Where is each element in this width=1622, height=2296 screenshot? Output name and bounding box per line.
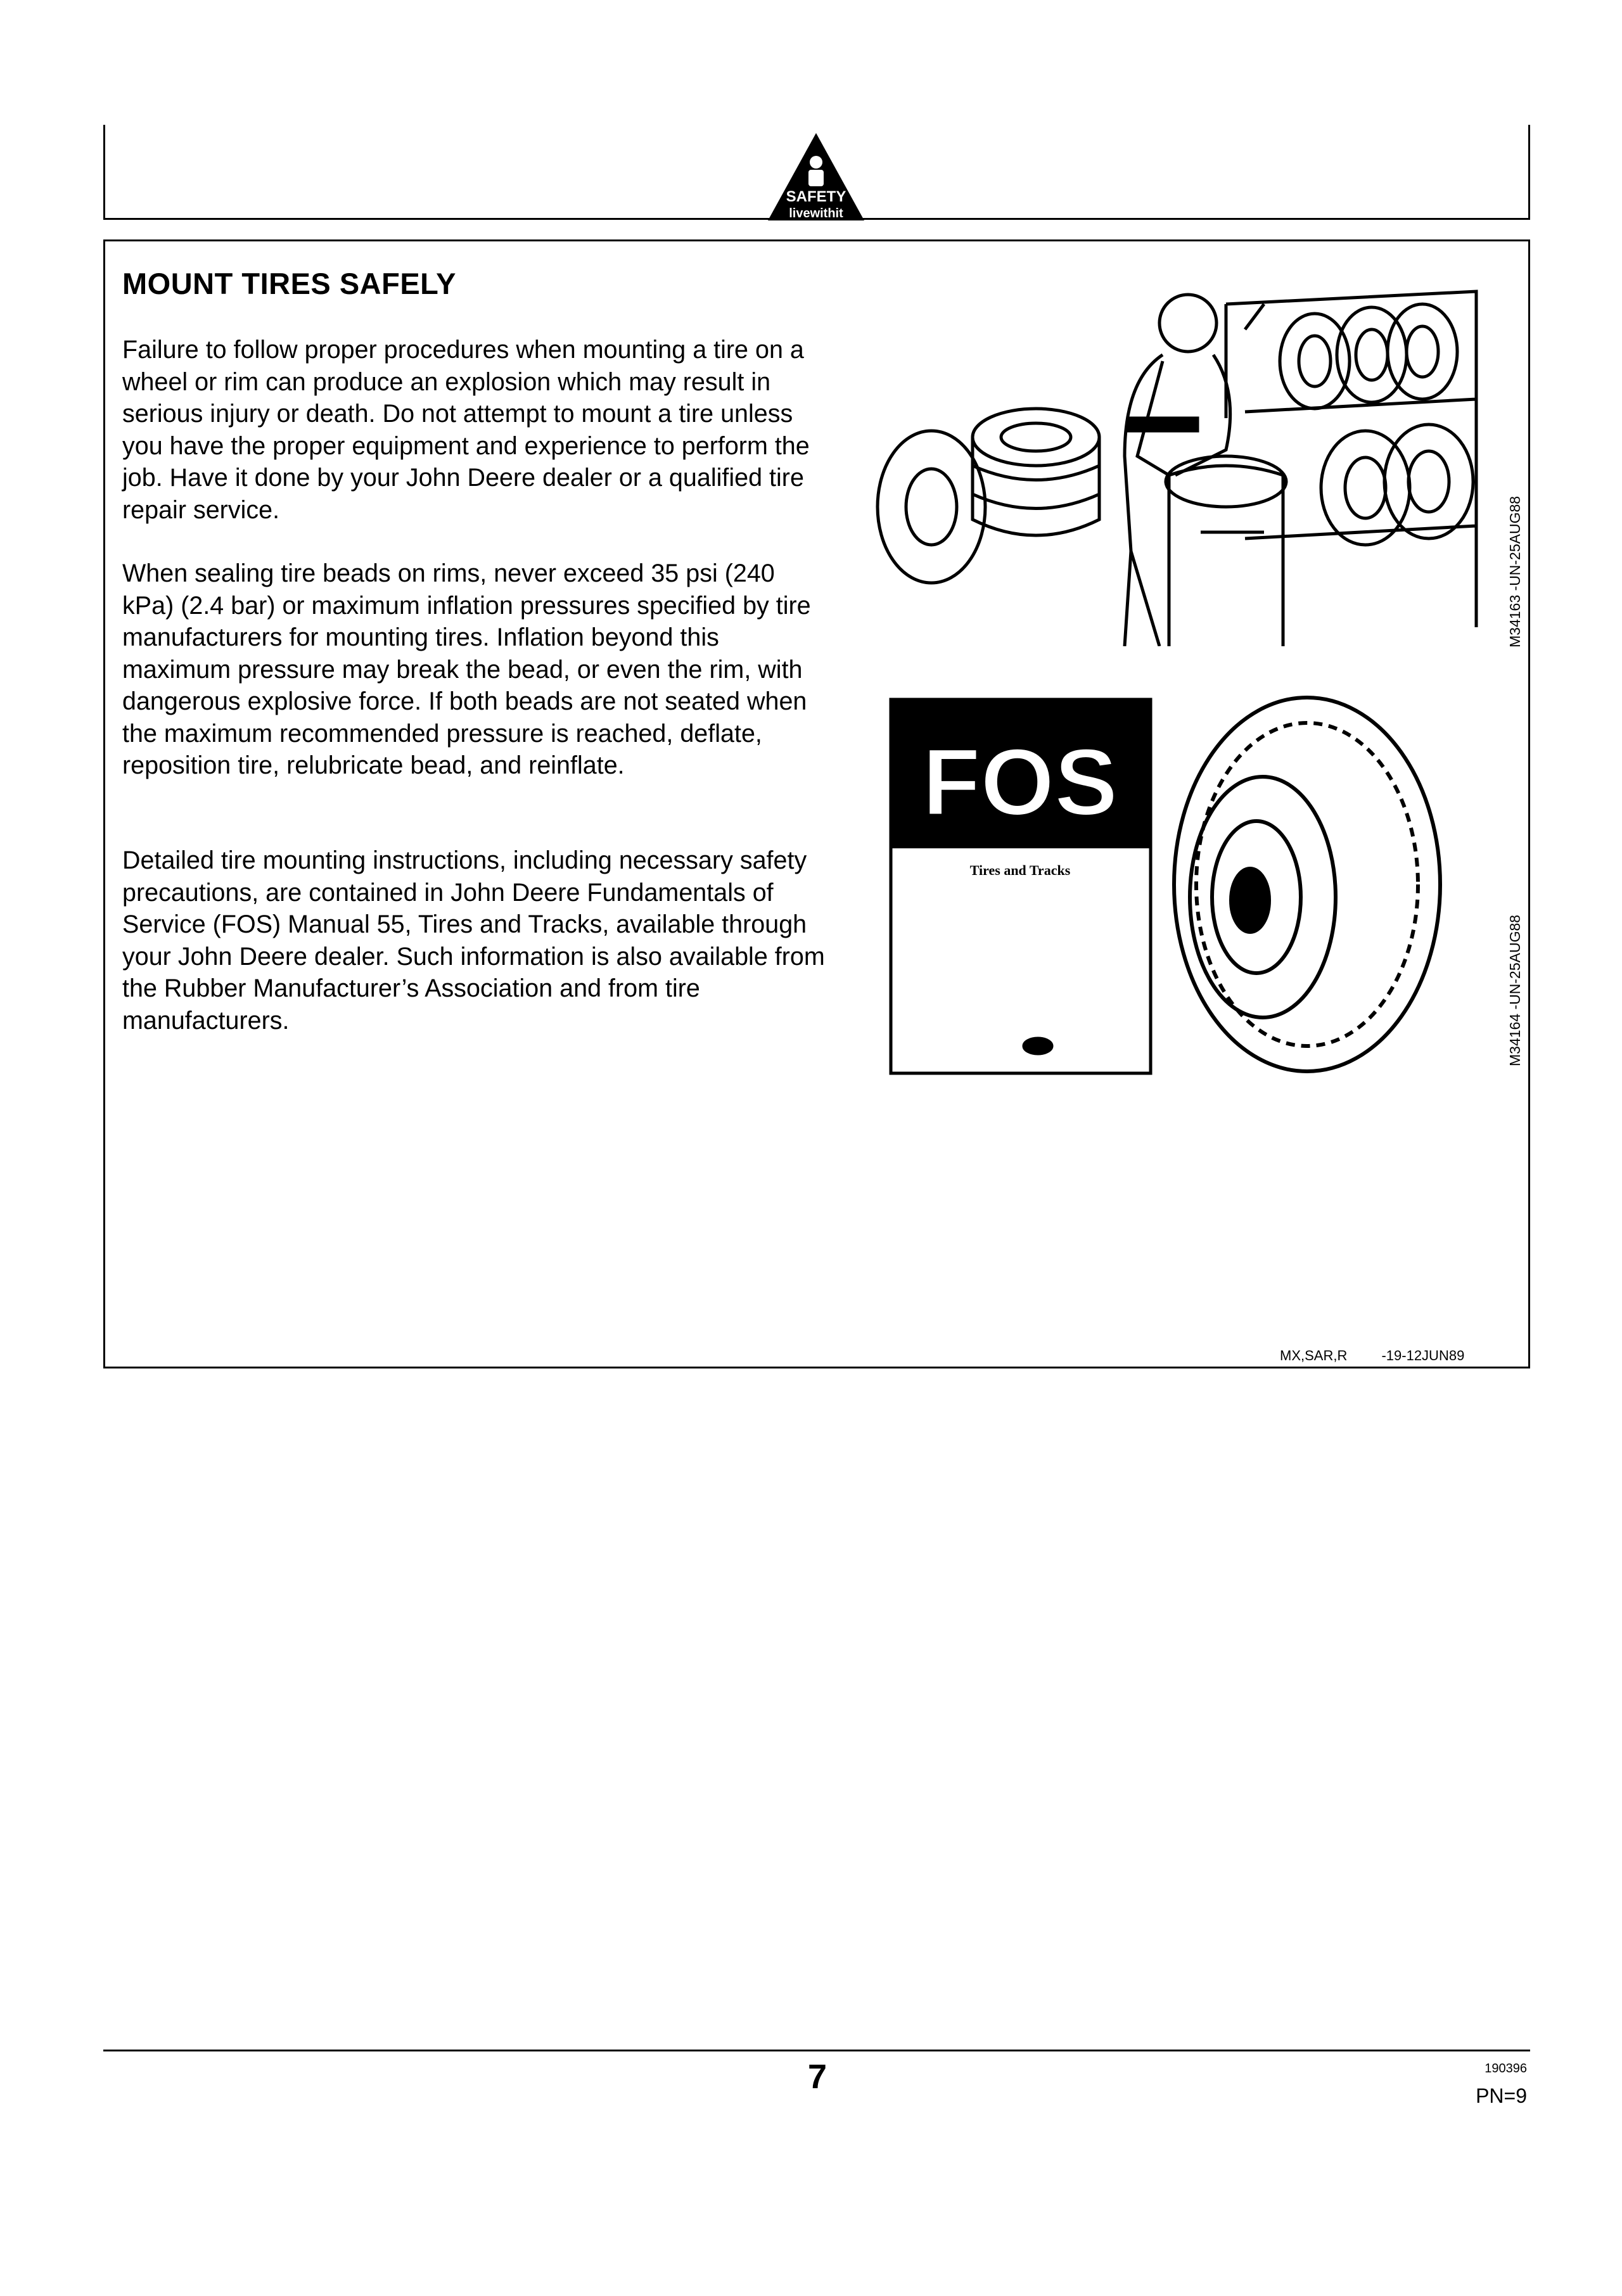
safety-motto: livewithit bbox=[789, 207, 843, 220]
footer-pn: PN=9 bbox=[1476, 2084, 1527, 2107]
safety-label: SAFETY bbox=[786, 188, 846, 205]
footer-rule bbox=[103, 2050, 1530, 2051]
safety-alert-icon bbox=[767, 132, 865, 222]
illustration-code-2: M34164 -UN-25AUG88 bbox=[1507, 914, 1523, 1066]
manual-subtitle: Tires and Tracks bbox=[969, 862, 1071, 878]
page-number: 7 bbox=[807, 2058, 827, 2096]
section-reference-code: MX,SAR,R -19-12JUN89 bbox=[1280, 1348, 1465, 1363]
paragraph-1: Failure to follow proper procedures when mounting a tire on a wheel or rim can produce an explosion which may result in serious injury or death. Do not attempt to mount a tire unless you have the proper equipment and experience to perform the job. Have it done by your John Deere dealer or a qualified tire repair service. bbox=[122, 336, 810, 524]
illustration-code-1: M34163 -UN-25AUG88 bbox=[1507, 495, 1523, 647]
tire-mounting-illustration bbox=[871, 266, 1495, 646]
paragraph-3: Detailed tire mounting instructions, including necessary safety precautions, are contained in John Deere Fundamentals of Service (FOS) Manual 55, Tires and Tracks, available through your John Deere dealer. Such information is also available from the Rubber Manufacturer’s Association and from tire manufacturers. bbox=[122, 846, 825, 1035]
paragraph-2: When sealing tire beads on rims, never exceed 35 psi (240 kPa) (2.4 bar) or maximum inflation pressures specified by tire manufacturers for mounting tires. Inflation beyond this maximum pressure may break the bead, or even the rim, with dangerous explosive force. If both beads are not seated when the maximum recommended pressure is reached, deflate, reposition tire, relubricate bead, and reinflate. bbox=[122, 559, 811, 779]
section-title: MOUNT TIRES SAFELY bbox=[122, 267, 456, 300]
fos-logo-text: FOS bbox=[922, 729, 1118, 835]
fos-manual-and-tire-illustration bbox=[886, 694, 1481, 1081]
footer-code: 190396 bbox=[1485, 2062, 1527, 2076]
